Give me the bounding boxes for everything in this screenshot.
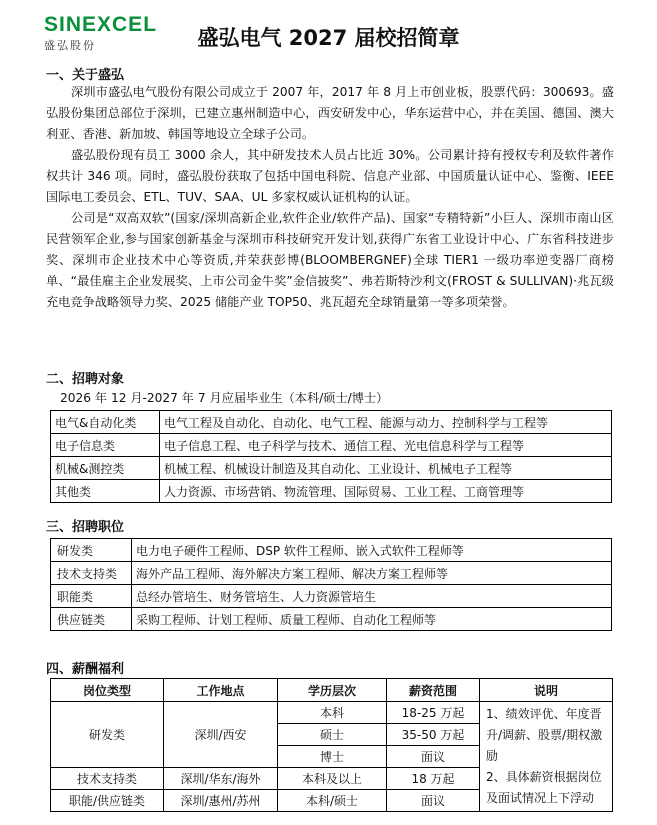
positions-table: [50, 538, 612, 631]
category-cell: 电子信息类: [51, 434, 160, 457]
about-text: [46, 82, 614, 313]
table-row: [51, 585, 612, 608]
job-type-cell: 技术支持类: [51, 768, 164, 790]
location-cell: 深圳/西安: [164, 702, 278, 768]
section-heading-positions: 三、招聘职位: [46, 520, 125, 535]
note-line: 1、绩效评优、年度晋升/调薪、股票/期权激励: [486, 707, 603, 763]
table-row: [51, 480, 612, 503]
positions-cell: 采购工程师、计划工程师、质量工程师、自动化工程师等: [132, 608, 612, 631]
category-cell: 机械&测控类: [51, 457, 160, 480]
about-paragraph: 公司是“双高双软”(国家/深圳高新企业,软件企业/软件产品)、国家“专精特新”小巨人、深圳市南山区民营领军企业,参与国家创新基金与深圳市科技研究开发计划,获得广东省工业设计中心、广东省科技进步奖、深圳市企业技术中心等资质,并荣获彭博(BLOOMBERGNEF)全球 TIER1 一级功率逆变器厂商榜单、“最佳雇主企业发展奖、上市公司金牛奖”金信披奖”、弗若斯特沙利文(FROST & SULLIVAN)·兆瓦级充电竞争战略领导力奖、2025 储能产业 TOP50、兆瓦超充全球销量第一等多项荣誉。: [46, 211, 614, 309]
logo-subtitle: 盛弘股份: [44, 39, 96, 52]
salary-cell: 18 万起: [387, 768, 480, 790]
graduation-range: 2026 年 12 月-2027 年 7 月应届毕业生（本科/硕士/博士）: [60, 391, 389, 405]
page-title: 盛弘电气 2027 届校招简章: [197, 26, 460, 50]
category-cell: 研发类: [51, 539, 132, 562]
degree-cell: 博士: [278, 746, 387, 768]
degree-cell: 本科/硕士: [278, 790, 387, 812]
about-paragraph: 深圳市盛弘电气股份有限公司成立于 2007 年，2017 年 8 月上市创业板，股票代码：300693。盛弘股份集团总部位于深圳，已建立惠州制造中心，西安研发中心，华东运营中心，并在美国、德国、澳大利亚、香港、新加坡、韩国等地设立全球子公司。: [46, 85, 614, 141]
note-line: 2、具体薪资根据岗位及面试情况上下浮动: [486, 770, 602, 805]
table-row: [51, 457, 612, 480]
header-cell: 薪资范围: [387, 679, 480, 702]
job-type-cell: 职能/供应链类: [51, 790, 164, 812]
category-cell: 职能类: [51, 585, 132, 608]
compensation-table: [50, 678, 613, 812]
table-row: [51, 562, 612, 585]
degree-cell: 硕士: [278, 724, 387, 746]
table-row: [51, 434, 612, 457]
majors-cell: 电子信息工程、电子科学与技术、通信工程、光电信息科学与工程等: [160, 434, 612, 457]
positions-cell: 海外产品工程师、海外解决方案工程师、解决方案工程师等: [132, 562, 612, 585]
header-cell: 学历层次: [278, 679, 387, 702]
category-cell: 其他类: [51, 480, 160, 503]
header-cell: 工作地点: [164, 679, 278, 702]
majors-cell: 机械工程、机械设计制造及其自动化、工业设计、机械电子工程等: [160, 457, 612, 480]
salary-cell: 面议: [387, 790, 480, 812]
section-heading-targets: 二、招聘对象: [46, 372, 125, 387]
location-cell: 深圳/惠州/苏州: [164, 790, 278, 812]
category-cell: 供应链类: [51, 608, 132, 631]
majors-cell: 电气工程及自动化、自动化、电气工程、能源与动力、控制科学与工程等: [160, 411, 612, 434]
positions-cell: 总经办管培生、财务管培生、人力资源管培生: [132, 585, 612, 608]
table-row: [51, 702, 613, 724]
logo-wordmark: SINEXCEL: [44, 13, 158, 36]
section-heading-about: 一、关于盛弘: [46, 68, 125, 83]
category-cell: 技术支持类: [51, 562, 132, 585]
salary-cell: 面议: [387, 746, 480, 768]
about-paragraph: 盛弘股份现有员工 3000 余人，其中研发技术人员占比近 30%。公司累计持有授权专利及软件著作权共计 346 项。同时，盛弘股份获取了包括中国电科院、信息产业部、中国质量认证中心、鉴衡、IEEE 国际电工委员会、ETL、TUV、SAA、UL 多家权威认证机构的认证。: [46, 148, 614, 204]
majors-cell: 人力资源、市场营销、物流管理、国际贸易、工业工程、工商管理等: [160, 480, 612, 503]
table-row: [51, 411, 612, 434]
degree-cell: 本科: [278, 702, 387, 724]
majors-table: [50, 410, 612, 503]
section-heading-compensation: 四、薪酬福利: [46, 662, 125, 677]
notes-cell: [480, 702, 613, 812]
table-row: [51, 608, 612, 631]
job-type-cell: 研发类: [51, 702, 164, 768]
table-header-row: [51, 679, 613, 702]
degree-cell: 本科及以上: [278, 768, 387, 790]
positions-cell: 电力电子硬件工程师、DSP 软件工程师、嵌入式软件工程师等: [132, 539, 612, 562]
header-cell: 说明: [480, 679, 613, 702]
salary-cell: 35-50 万起: [387, 724, 480, 746]
location-cell: 深圳/华东/海外: [164, 768, 278, 790]
category-cell: 电气&自动化类: [51, 411, 160, 434]
salary-cell: 18-25 万起: [387, 702, 480, 724]
header-cell: 岗位类型: [51, 679, 164, 702]
table-row: [51, 539, 612, 562]
